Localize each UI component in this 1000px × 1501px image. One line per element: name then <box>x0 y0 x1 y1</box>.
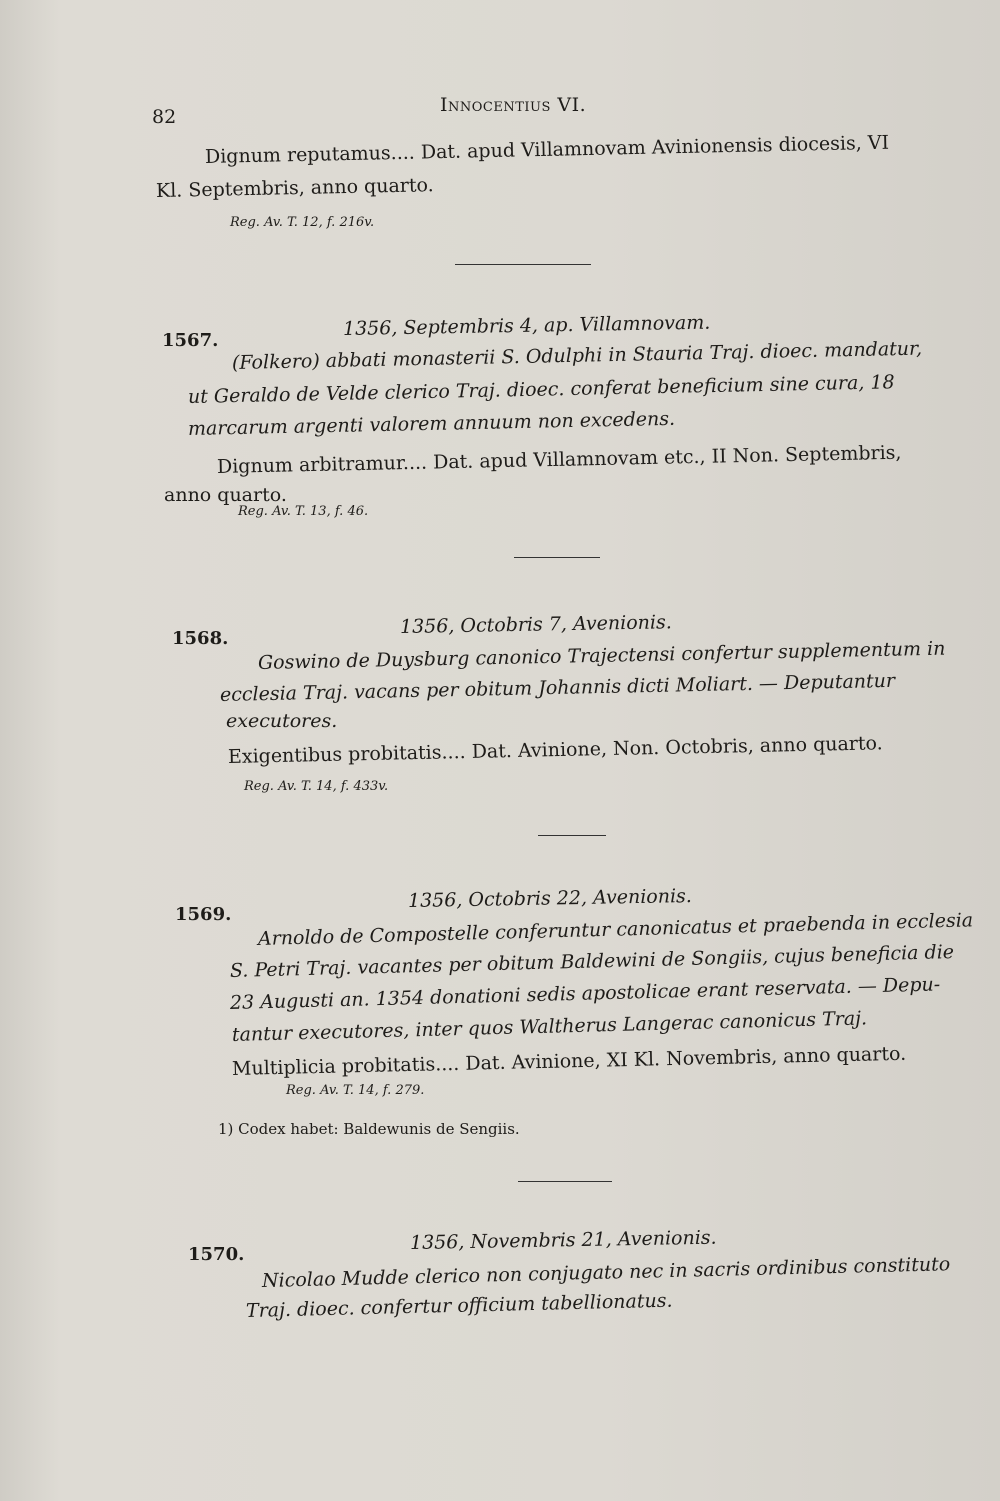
entry-formula-line: Multiplicia probitatis.... Dat. Avinione, XI Kl. Novembris, anno quarto. <box>231 1042 907 1080</box>
separator-rule <box>538 835 606 836</box>
footnote: 1) Codex habet: Baldewunis de Sengiis. <box>218 1120 520 1138</box>
page-number: 82 <box>152 106 177 128</box>
separator-rule <box>518 1181 612 1182</box>
entry-number: 1567. <box>162 330 219 351</box>
entry-summary-line: 23 Augusti an. 1354 donationi sedis apostolicae erant reservata. — Depu- <box>229 973 941 1014</box>
entry-summary-line: Goswino de Duysburg canonico Trajectensi confertur supplementum in <box>257 637 946 674</box>
entry-formula-line: anno quarto. <box>164 484 287 506</box>
entry-summary-line: (Folkero) abbati monasterii S. Odulphi in Stauria Traj. dioec. mandatur, <box>231 337 923 374</box>
entry-number: 1569. <box>175 904 232 925</box>
entry-summary-line: marcarum argenti valorem annuum non excedens. <box>187 407 676 440</box>
entry-formula-line: Dignum arbitramur.... Dat. apud Villamnovam etc., II Non. Septembris, <box>216 441 902 478</box>
entry-summary-line: Arnoldo de Compostelle conferuntur canonicatus et praebenda in ecclesia <box>257 909 974 950</box>
entry-register: Reg. Av. T. 14, f. 433v. <box>244 779 389 794</box>
separator-rule <box>455 264 591 265</box>
entry-summary-line: tantur executores, inter quos Waltherus Langerac canonicus Traj. <box>231 1007 868 1046</box>
separator-rule <box>514 557 600 558</box>
entry-number: 1568. <box>172 628 229 649</box>
intro-line-1: Dignum reputamus.... Dat. apud Villamnovam Avinionensis diocesis, VI <box>204 131 890 168</box>
running-title: Innocentius VI. <box>440 94 587 116</box>
entry-formula-line: Exigentibus probitatis.... Dat. Avinione, Non. Octobris, anno quarto. <box>227 732 883 768</box>
entry-summary-line: S. Petri Traj. vacantes per obitum Baldewini de Songiis, cujus beneficia die <box>229 941 955 982</box>
entry-register: Reg. Av. T. 13, f. 46. <box>238 504 369 519</box>
entry-date: 1356, Octobris 7, Avenionis. <box>399 611 672 638</box>
entry-date: 1356, Octobris 22, Avenionis. <box>407 885 693 912</box>
intro-line-2: Kl. Septembris, anno quarto. <box>155 174 434 202</box>
entry-number: 1570. <box>188 1244 245 1265</box>
entry-date: 1356, Novembris 21, Avenionis. <box>409 1226 717 1254</box>
entry-register: Reg. Av. T. 14, f. 279. <box>286 1083 425 1098</box>
entry-date: 1356, Septembris 4, ap. Villamnovam. <box>342 311 711 340</box>
entry-summary-line: executores. <box>226 710 338 732</box>
entry-summary-line: Nicolao Mudde clerico non conjugato nec in sacris ordinibus constituto <box>261 1253 951 1292</box>
entry-summary-line: Traj. dioec. confertur officium tabellionatus. <box>245 1289 673 1322</box>
entry-summary-line: ut Geraldo de Velde clerico Traj. dioec. conferat beneficium sine cura, 18 <box>187 371 895 408</box>
intro-register: Reg. Av. T. 12, f. 216v. <box>230 215 375 230</box>
entry-summary-line: ecclesia Traj. vacans per obitum Johannis dicti Moliart. — Deputantur <box>219 669 896 706</box>
